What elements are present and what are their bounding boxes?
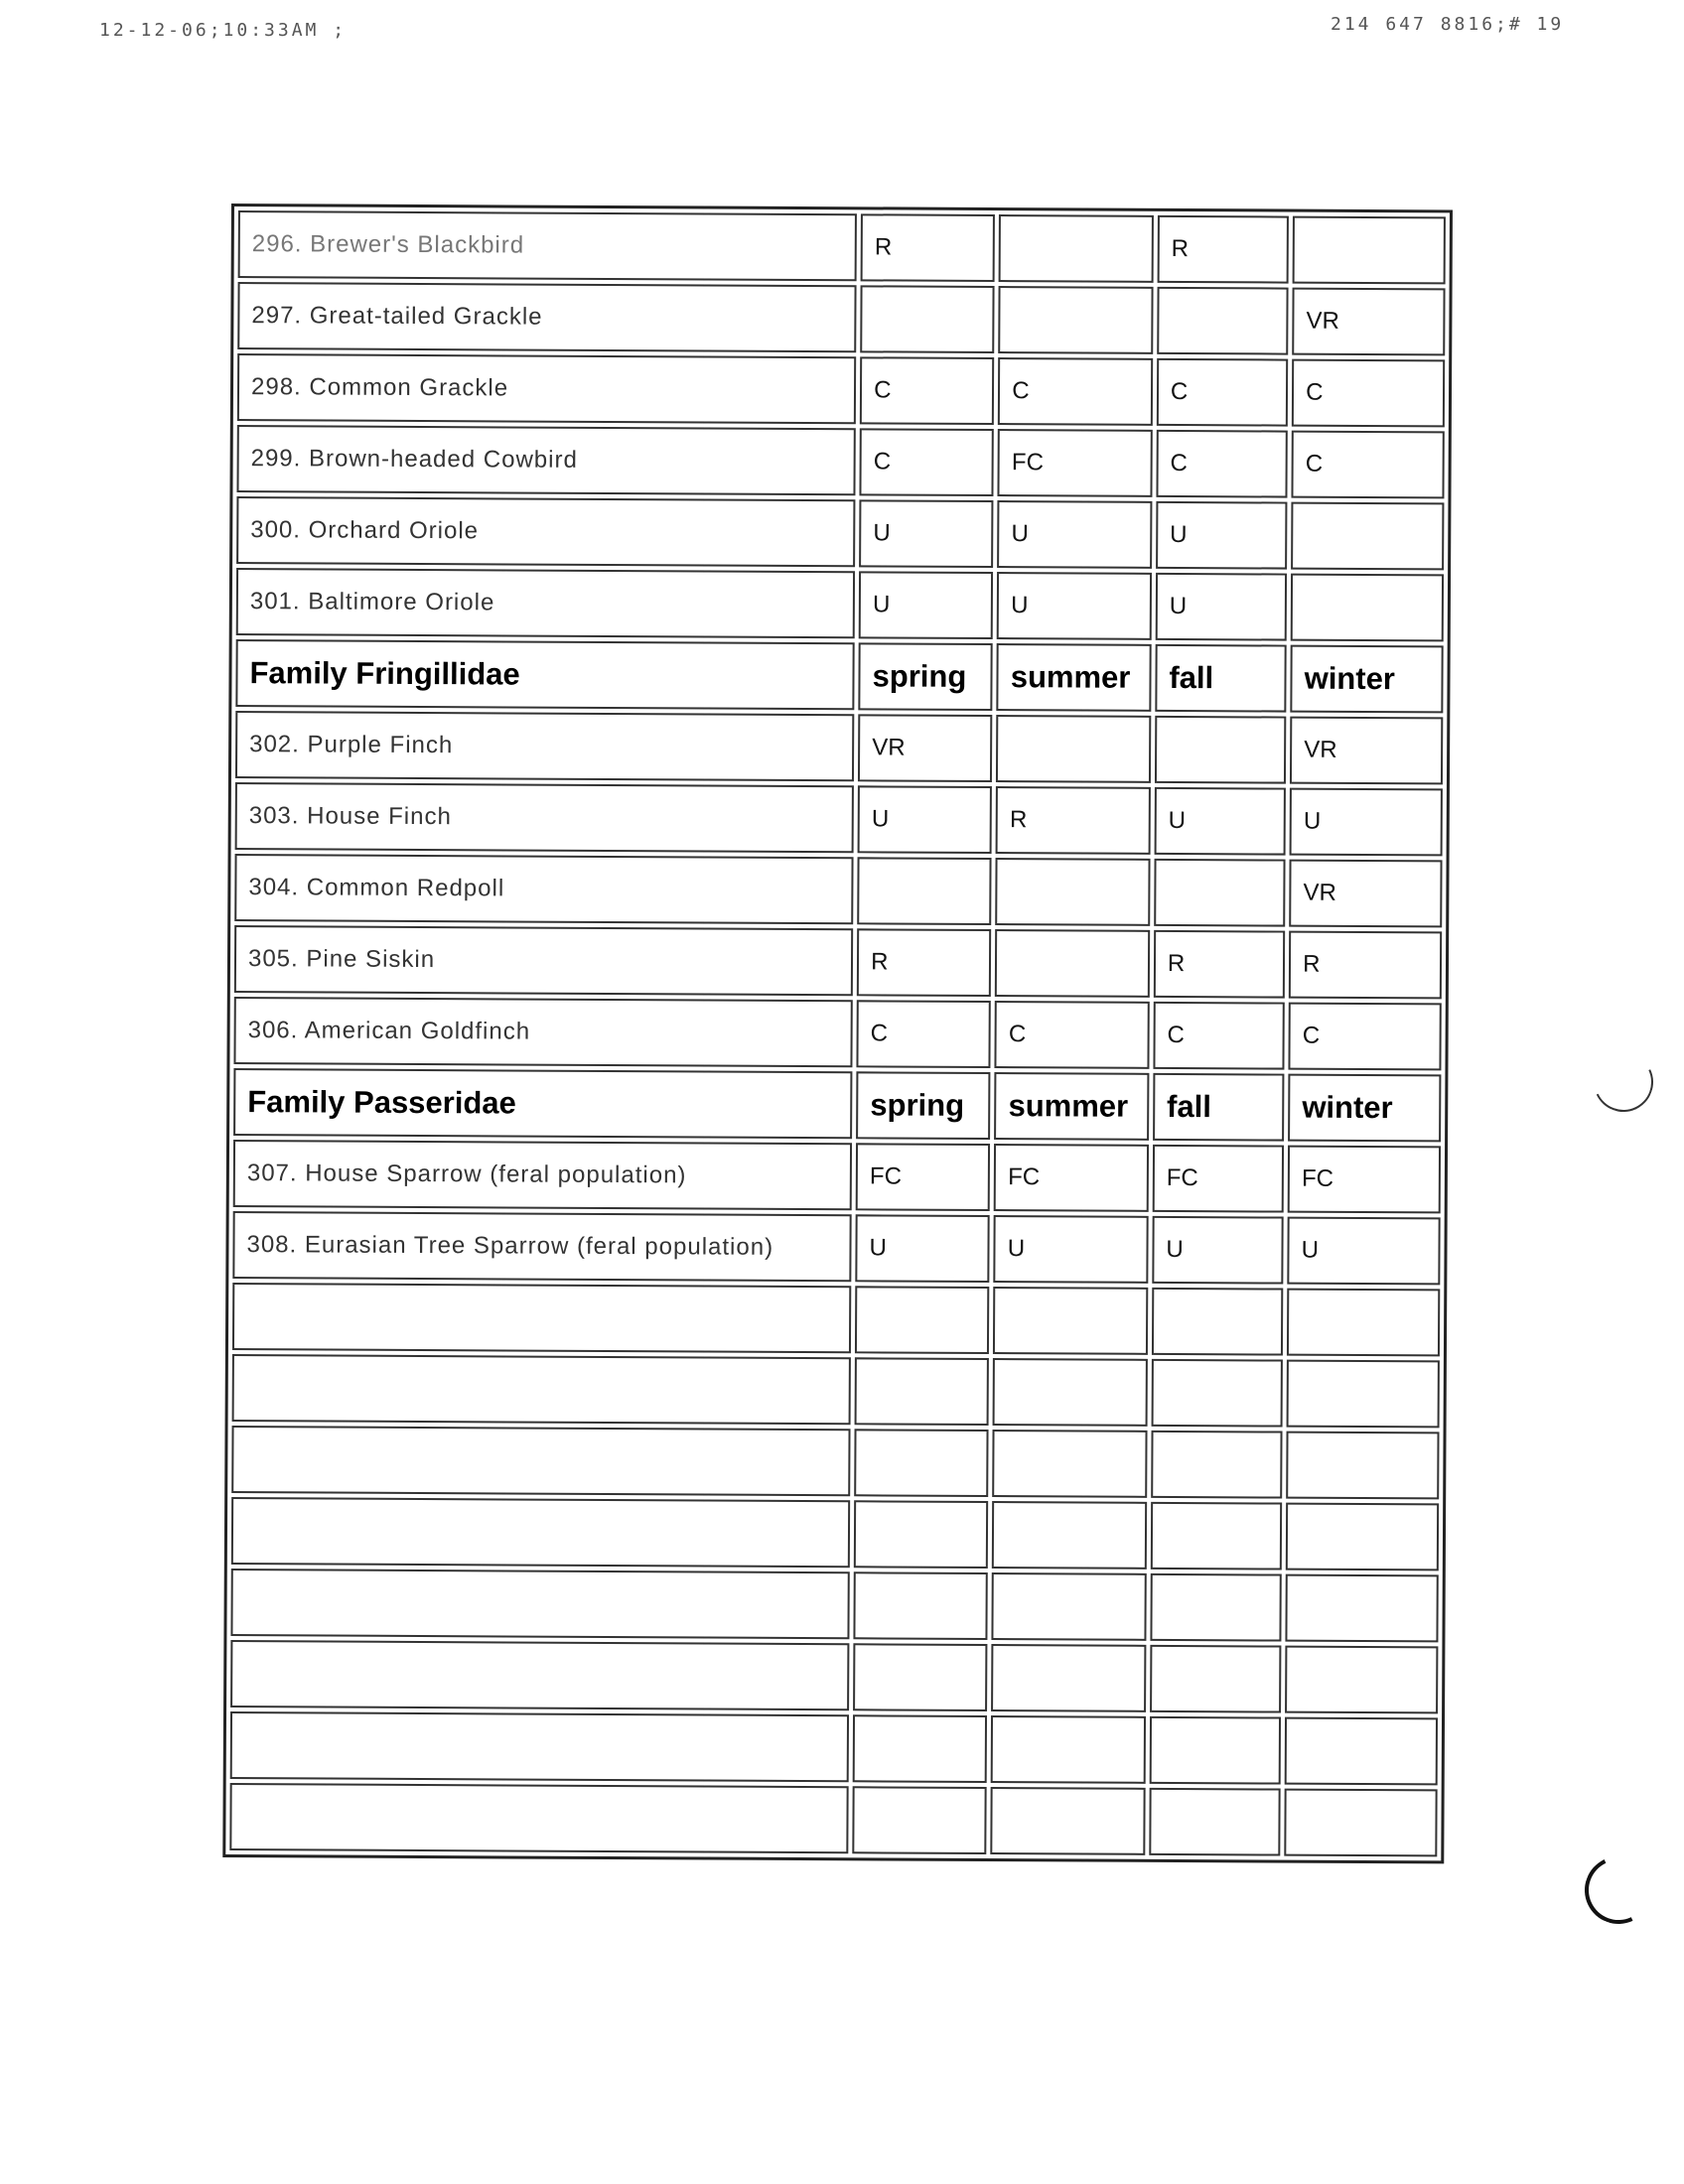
status-cell-summer: C (995, 1001, 1150, 1069)
status-cell-summer (991, 1787, 1146, 1855)
status-cell-summer: FC (998, 429, 1153, 497)
species-name-cell: 307. House Sparrow (feral population) (233, 1140, 852, 1210)
status-cell-summer (992, 1430, 1147, 1498)
status-cell-fall (1151, 1431, 1283, 1499)
status-cell-winter: R (1289, 931, 1442, 1000)
status-cell-summer: U (997, 500, 1152, 569)
status-cell-spring (860, 285, 995, 353)
status-cell-winter (1291, 574, 1444, 642)
species-row (235, 711, 1443, 784)
status-cell-spring (857, 857, 992, 925)
status-cell-winter (1286, 1574, 1439, 1643)
status-cell-fall: C (1157, 358, 1289, 427)
status-cell-winter: C (1289, 1003, 1442, 1071)
season-header-summer: summer (994, 1072, 1149, 1141)
status-cell-winter: U (1287, 1217, 1440, 1286)
status-cell-summer: R (996, 786, 1151, 855)
species-row (232, 1211, 1440, 1285)
status-cell-summer (991, 1715, 1146, 1784)
status-cell-spring (853, 1714, 988, 1783)
family-name-cell: Family Passeridae (233, 1068, 852, 1139)
species-row (237, 353, 1445, 427)
species-name-cell: 302. Purple Finch (235, 711, 854, 781)
species-name-cell (230, 1640, 849, 1710)
species-name-cell (232, 1283, 851, 1353)
species-name-cell (230, 1711, 849, 1782)
status-cell-spring (854, 1571, 989, 1640)
species-name-cell: 305. Pine Siskin (234, 925, 853, 996)
status-cell-fall (1151, 1359, 1283, 1428)
species-row (237, 282, 1445, 355)
checklist-page (222, 204, 1453, 1877)
fax-header-timestamp: 12-12-06;10:33AM ; (99, 20, 348, 41)
status-cell-summer: C (998, 357, 1153, 426)
status-cell-fall: U (1152, 1216, 1284, 1285)
species-name-cell: 297. Great-tailed Grackle (237, 282, 856, 352)
status-cell-spring (854, 1429, 989, 1497)
status-cell-winter (1286, 1432, 1439, 1500)
status-cell-winter (1287, 1360, 1440, 1429)
family-header-row (235, 639, 1443, 713)
blank-row (231, 1426, 1439, 1499)
status-cell-summer: U (994, 1215, 1149, 1284)
species-name-cell: 298. Common Grackle (237, 353, 856, 424)
blank-row (230, 1640, 1438, 1713)
status-cell-fall (1151, 1502, 1283, 1570)
status-cell-summer (999, 286, 1154, 354)
status-cell-spring (853, 1643, 988, 1711)
status-cell-fall (1154, 859, 1286, 927)
species-name-cell (229, 1783, 848, 1853)
species-row (235, 782, 1443, 856)
status-cell-spring: U (855, 1214, 990, 1283)
status-cell-spring: C (857, 1000, 992, 1068)
species-name-cell: 296. Brewer's Blackbird (238, 210, 857, 281)
blank-row (232, 1283, 1440, 1356)
status-cell-fall: FC (1153, 1145, 1285, 1213)
species-name-cell: 300. Orchard Oriole (236, 496, 855, 567)
status-cell-fall (1152, 1288, 1284, 1356)
status-cell-fall: U (1156, 573, 1288, 641)
status-cell-winter: VR (1292, 288, 1445, 356)
status-cell-winter: VR (1290, 717, 1443, 785)
status-cell-fall: R (1157, 215, 1289, 284)
status-cell-summer: U (997, 572, 1152, 640)
status-cell-winter: C (1292, 431, 1445, 499)
species-name-cell (230, 1569, 849, 1639)
species-name-cell: 304. Common Redpoll (234, 854, 853, 924)
status-cell-summer (996, 715, 1151, 783)
status-cell-spring: C (860, 356, 995, 425)
status-cell-fall: R (1154, 930, 1286, 999)
season-header-fall: fall (1155, 644, 1287, 713)
status-cell-fall: U (1156, 501, 1288, 570)
species-row (233, 997, 1441, 1070)
status-cell-winter (1291, 502, 1444, 571)
status-cell-winter: U (1290, 788, 1443, 857)
bird-checklist-table (222, 204, 1453, 1863)
species-row (233, 1140, 1441, 1213)
checklist-body (229, 210, 1446, 1856)
status-cell-spring: U (859, 571, 994, 639)
status-cell-spring: U (858, 785, 993, 854)
status-cell-winter: C (1292, 359, 1445, 428)
fax-header-number: 214 647 8816;# 19 (1331, 14, 1565, 35)
status-cell-winter: FC (1288, 1146, 1441, 1214)
status-cell-spring: U (859, 499, 994, 568)
status-cell-fall (1150, 1573, 1282, 1642)
status-cell-fall (1150, 1716, 1282, 1785)
status-cell-fall (1150, 1645, 1282, 1713)
status-cell-summer (991, 1644, 1146, 1712)
status-cell-spring: VR (858, 714, 993, 782)
status-cell-spring (854, 1500, 989, 1569)
status-cell-winter (1287, 1289, 1440, 1357)
species-name-cell: 303. House Finch (235, 782, 854, 853)
season-header-winter: winter (1290, 645, 1443, 714)
status-cell-winter: VR (1289, 860, 1442, 928)
status-cell-winter (1285, 1646, 1438, 1714)
species-row (234, 925, 1442, 999)
species-name-cell: 299. Brown-headed Cowbird (236, 425, 855, 495)
species-name-cell (232, 1354, 851, 1425)
status-cell-summer: FC (994, 1144, 1149, 1212)
status-cell-fall: U (1154, 787, 1286, 856)
species-name-cell: 306. American Goldfinch (233, 997, 852, 1067)
season-header-winter: winter (1288, 1074, 1441, 1143)
status-cell-spring: C (860, 428, 995, 496)
status-cell-winter (1293, 216, 1446, 285)
status-cell-spring: FC (856, 1143, 991, 1211)
status-cell-spring (855, 1357, 990, 1426)
status-cell-summer (995, 929, 1150, 998)
status-cell-summer (999, 214, 1154, 283)
blank-row (230, 1569, 1438, 1642)
status-cell-spring: R (857, 928, 992, 997)
species-row (238, 210, 1446, 284)
status-cell-spring (852, 1786, 987, 1854)
status-cell-fall: C (1156, 430, 1288, 498)
status-cell-fall: C (1153, 1002, 1285, 1070)
family-header-row (233, 1068, 1441, 1142)
season-header-fall: fall (1153, 1073, 1285, 1142)
season-header-spring: spring (858, 642, 993, 711)
status-cell-summer (992, 1501, 1147, 1570)
species-name-cell: 308. Eurasian Tree Sparrow (feral population) (232, 1211, 851, 1282)
status-cell-fall (1157, 287, 1289, 355)
family-name-cell: Family Fringillidae (235, 639, 854, 710)
status-cell-winter (1284, 1789, 1437, 1857)
species-name-cell: 301. Baltimore Oriole (236, 568, 855, 638)
status-cell-fall (1149, 1788, 1281, 1856)
blank-row (230, 1711, 1438, 1785)
season-header-summer: summer (997, 643, 1152, 712)
blank-row (232, 1354, 1440, 1428)
punch-hole-mark (1575, 1846, 1661, 1933)
status-cell-summer (993, 1358, 1148, 1427)
species-row (236, 496, 1444, 570)
blank-row (229, 1783, 1437, 1856)
status-cell-winter (1285, 1717, 1438, 1786)
status-cell-spring (855, 1286, 990, 1354)
status-cell-winter (1286, 1503, 1439, 1571)
species-row (236, 568, 1444, 641)
status-cell-summer (992, 1572, 1147, 1641)
status-cell-fall (1155, 716, 1287, 784)
species-name-cell (231, 1426, 850, 1496)
season-header-spring: spring (856, 1071, 991, 1140)
status-cell-summer (996, 858, 1151, 926)
status-cell-summer (993, 1287, 1148, 1355)
species-name-cell (231, 1497, 850, 1568)
species-row (234, 854, 1442, 927)
species-row (236, 425, 1444, 498)
blank-row (231, 1497, 1439, 1570)
punch-hole-mark (1586, 1044, 1662, 1121)
status-cell-spring: R (861, 213, 996, 282)
